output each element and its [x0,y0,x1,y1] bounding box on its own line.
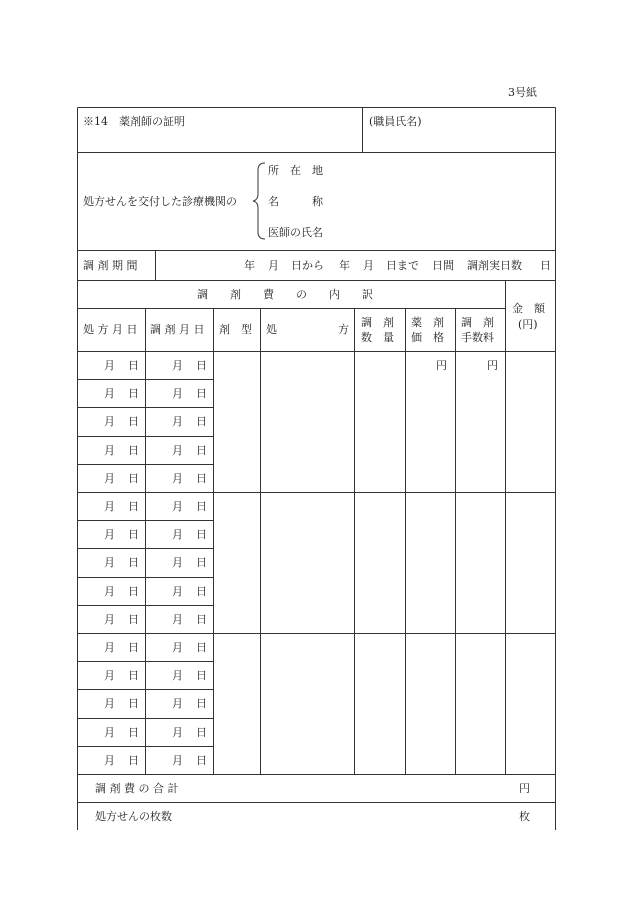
disp-day-label: 日 [196,415,207,428]
rx-month-label: 月 [104,585,115,598]
rx-day-label: 日 [128,359,139,372]
disp-month-label: 月 [172,641,183,654]
period-label: 調 剤 期 間 [83,259,138,272]
rx-month-label: 月 [104,641,115,654]
rx-month-label: 月 [104,359,115,372]
institution-name-label: 名 称 [268,195,323,208]
col-rx-date: 処 方 月 日 [83,323,138,336]
disp-month-label: 月 [172,726,183,739]
col-form-type: 剤 型 [219,323,252,336]
disp-month-label: 月 [172,556,183,569]
rx-day-label: 日 [128,387,139,400]
period-day-to: 日まで [386,259,419,272]
address-label: 所 在 地 [268,164,323,177]
brace-icon [253,163,265,239]
disp-day-label: 日 [196,556,207,569]
staff-name-label: (職員氏名) [369,115,422,128]
disp-day-label: 日 [196,444,207,457]
disp-day-label: 日 [196,585,207,598]
disp-day-label: 日 [196,726,207,739]
breakdown-title: 調 剤 費 の 内 訳 [197,288,373,301]
rx-month-label: 月 [104,500,115,513]
disp-month-label: 月 [172,359,183,372]
disp-month-label: 月 [172,613,183,626]
rx-month-label: 月 [104,415,115,428]
disp-day-label: 日 [196,641,207,654]
rx-day-label: 日 [128,556,139,569]
form-title: ※14 薬剤師の証明 [83,115,185,128]
disp-day-label: 日 [196,359,207,372]
doctor-name-label: 医師の氏名 [268,226,323,239]
col-rx-left: 処 [266,323,277,336]
rx-day-label: 日 [128,669,139,682]
disp-month-label: 月 [172,472,183,485]
disp-month-label: 月 [172,669,183,682]
rx-day-label: 日 [128,641,139,654]
rx-month-label: 月 [104,528,115,541]
rx-month-label: 月 [104,613,115,626]
col-fee-1: 調 剤 [461,316,494,329]
disp-day-label: 日 [196,669,207,682]
disp-day-label: 日 [196,697,207,710]
disp-day-label: 日 [196,528,207,541]
rx-day-label: 日 [128,613,139,626]
rx-day-label: 日 [128,726,139,739]
disp-month-label: 月 [172,444,183,457]
rx-day-label: 日 [128,415,139,428]
disp-day-label: 日 [196,500,207,513]
period-day-from: 日から [291,259,324,272]
period-year-from: 年 [244,259,255,272]
period-month-to: 月 [363,259,374,272]
rx-day-label: 日 [128,444,139,457]
period-month-from: 月 [268,259,279,272]
rx-day-label: 日 [128,500,139,513]
rx-day-label: 日 [128,585,139,598]
disp-month-label: 月 [172,754,183,767]
rx-month-label: 月 [104,754,115,767]
rx-day-label: 日 [128,528,139,541]
disp-day-label: 日 [196,613,207,626]
rx-month-label: 月 [104,472,115,485]
col-rx-right: 方 [338,323,349,336]
fee-yen-mark: 円 [487,359,498,372]
disp-month-label: 月 [172,528,183,541]
disp-day-label: 日 [196,754,207,767]
prescription-count-label: 処方せんの枚数 [95,810,172,823]
form-number: 3号紙 [508,86,537,99]
total-label: 調 剤 費 の 合 計 [95,782,179,795]
rx-day-label: 日 [128,472,139,485]
rx-day-label: 日 [128,754,139,767]
rx-month-label: 月 [104,387,115,400]
actual-days-label: 調剤実日数 [467,259,522,272]
disp-month-label: 月 [172,387,183,400]
rx-month-label: 月 [104,697,115,710]
rx-day-label: 日 [128,697,139,710]
amount-header-2: (円) [518,318,538,331]
actual-days-unit: 日 [540,259,551,272]
period-days: 日間 [432,259,454,272]
col-qty-1: 調 剤 [361,316,394,329]
col-fee-2: 手数料 [461,331,494,344]
disp-month-label: 月 [172,500,183,513]
disp-month-label: 月 [172,697,183,710]
rx-month-label: 月 [104,444,115,457]
price-yen-mark: 円 [436,359,447,372]
disp-day-label: 日 [196,387,207,400]
col-price-1: 薬 剤 [411,316,444,329]
disp-month-label: 月 [172,585,183,598]
period-year-to: 年 [339,259,350,272]
total-unit: 円 [519,782,530,795]
col-disp-date: 調 剤 月 日 [150,323,205,336]
disp-day-label: 日 [196,472,207,485]
rx-month-label: 月 [104,556,115,569]
amount-header-1: 金 額 [512,302,545,315]
col-qty-2: 数 量 [361,331,394,344]
rx-month-label: 月 [104,669,115,682]
prescription-count-unit: 枚 [519,810,530,823]
col-price-2: 価 格 [411,331,444,344]
rx-month-label: 月 [104,726,115,739]
institution-label: 処方せんを交付した診療機関の [83,195,237,208]
disp-month-label: 月 [172,415,183,428]
